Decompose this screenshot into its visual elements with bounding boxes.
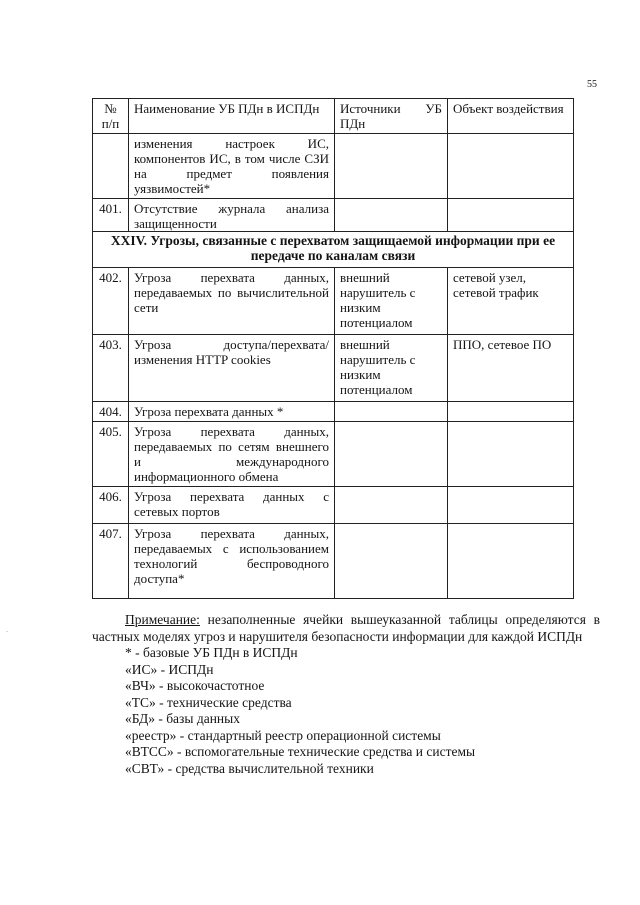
table-row <box>93 487 574 524</box>
legend-item: «реестр» - стандартный реестр операционной системы <box>125 727 441 743</box>
header-threat-name <box>129 99 335 134</box>
threat-table <box>92 98 574 599</box>
table-row <box>93 524 574 599</box>
cell-source <box>335 134 448 199</box>
cell-object <box>448 487 574 524</box>
header-sources-label: Источники УБ ПДн <box>340 101 442 131</box>
header-number-label: № п/п <box>101 101 120 131</box>
table-row <box>93 134 574 199</box>
header-number <box>93 99 129 134</box>
note-block <box>92 612 600 777</box>
cell-object: ППО, сетевое ПО <box>448 335 574 402</box>
cell-threat-name: Угроза доступа/перехвата/изменения HTTP cookies <box>129 335 335 402</box>
cell-number: 407. <box>93 524 129 599</box>
cell-number: 401. <box>93 199 129 232</box>
note-paragraph <box>92 612 600 645</box>
margin-mark: . <box>6 625 8 634</box>
cell-source: внешний нарушитель с низким потенциалом <box>335 268 448 335</box>
legend-item: «ВТСС» - вспомогательные технические средства и системы <box>125 744 476 759</box>
cell-object <box>448 134 574 199</box>
cell-object <box>448 402 574 422</box>
page-number: 55 <box>587 79 597 90</box>
table-header-row <box>93 99 574 134</box>
table-body <box>93 134 574 599</box>
cell-object <box>448 422 574 487</box>
section-row <box>93 232 574 268</box>
cell-source <box>335 402 448 422</box>
cell-source: внешний нарушитель с низким потенциалом <box>335 335 448 402</box>
cell-threat-name: Угроза перехвата данных, передаваемых с использованием технологий беспроводного доступа* <box>129 524 335 599</box>
cell-source <box>335 487 448 524</box>
cell-threat-name: Угроза перехвата данных, передаваемых по сетям внешнего и международного информационного обмена <box>129 422 335 487</box>
legend-item: «БД» - базы данных <box>125 711 240 726</box>
legend-item: «ТС» - технические средства <box>125 694 292 710</box>
legend-item: * - базовые УБ ПДн в ИСПДн <box>125 645 298 660</box>
header-object-label: Объект воздействия <box>453 101 564 116</box>
cell-threat-name: Отсутствие журнала анализа защищенности <box>129 199 335 232</box>
cell-number: 403. <box>93 335 129 402</box>
legend-list <box>92 645 600 777</box>
cell-source <box>335 199 448 232</box>
note-label: Примечание: <box>125 612 200 627</box>
cell-object: сетевой узел, сетевой трафик <box>448 268 574 335</box>
header-sources <box>335 99 448 134</box>
cell-number: 405. <box>93 422 129 487</box>
cell-object <box>448 199 574 232</box>
cell-object <box>448 524 574 599</box>
legend-item: «ВЧ» - высокочастотное <box>125 678 265 693</box>
cell-threat-name: изменения настроек ИС, компонентов ИС, в том числе СЗИ на предмет появления уязвимостей* <box>129 134 335 199</box>
cell-source <box>335 524 448 599</box>
cell-threat-name: Угроза перехвата данных * <box>129 402 335 422</box>
header-object <box>448 99 574 134</box>
table-row <box>93 199 574 232</box>
table-row <box>93 422 574 487</box>
cell-number <box>93 134 129 199</box>
table-row <box>93 402 574 422</box>
table-row <box>93 335 574 402</box>
section-title: XXIV. Угрозы, связанные с перехватом защищаемой информации при ее передаче по каналам связи <box>93 232 574 268</box>
table-row <box>93 268 574 335</box>
cell-number: 406. <box>93 487 129 524</box>
cell-threat-name: Угроза перехвата данных с сетевых портов <box>129 487 335 524</box>
legend-item: «СВТ» - средства вычислительной техники <box>125 760 374 776</box>
header-threat-name-label: Наименование УБ ПДн в ИСПДн <box>134 101 320 116</box>
cell-number: 402. <box>93 268 129 335</box>
legend-item: «ИС» - ИСПДн <box>125 661 214 677</box>
cell-number: 404. <box>93 402 129 422</box>
cell-threat-name: Угроза перехвата данных, передаваемых по вычислительной сети <box>129 268 335 335</box>
note-text: незаполненные ячейки вышеуказанной таблицы определяются в частных моделях угроз и нарушителя безопасности информации для каждой ИСПДн <box>92 612 600 644</box>
cell-source <box>335 422 448 487</box>
